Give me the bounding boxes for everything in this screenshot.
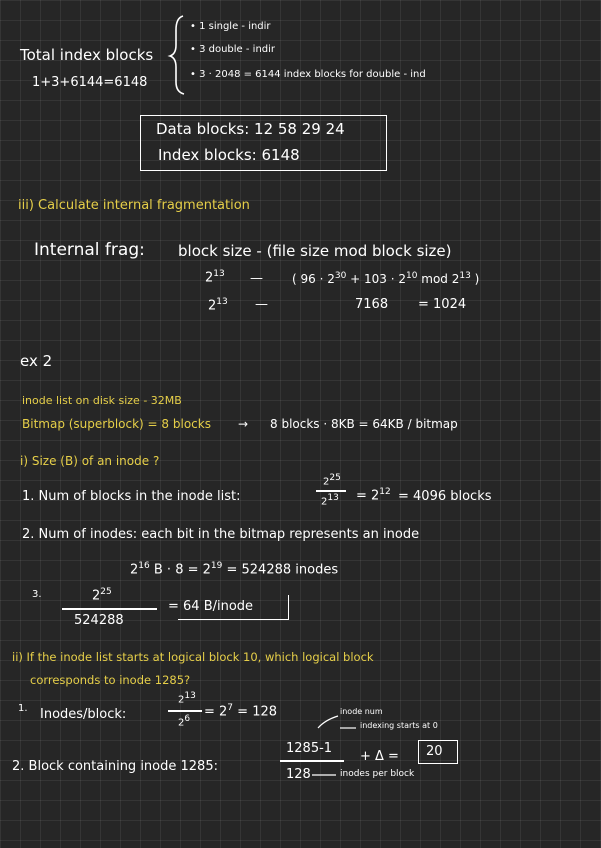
answer1-text: Inodes/block: [40, 707, 127, 722]
brace-item-double: • 3 double - indir [190, 44, 276, 55]
answer1-result: = $2^7 = 128$ [204, 703, 278, 720]
step3-fraction-den: 524288 [74, 613, 124, 628]
total-index-blocks-calc: 1+3+6144=6148 [32, 75, 148, 90]
answer2-fraction-num: 1285-1 [286, 741, 333, 756]
index-blocks-text: Index blocks: 6148 [158, 146, 300, 164]
step1-fraction-bar [316, 490, 346, 492]
answer1-fraction-den: $2^6$ [178, 714, 191, 729]
step1-result: = 4096 blocks [398, 489, 492, 504]
step3-fraction-num: $2^{25}$ [92, 587, 112, 604]
row2-mod-value: 7168 [355, 297, 389, 312]
row2-dash: — [255, 297, 268, 312]
row2-result: = 1024 [418, 297, 467, 312]
step1-text: 1. Num of blocks in the inode list: [22, 489, 241, 504]
step1-fraction-den: $2^{13}$ [321, 493, 339, 508]
inode-list-size: inode list on disk size - 32MB [22, 394, 182, 407]
step2-text: 2. Num of inodes: each bit in the bitmap represents an inode [22, 527, 420, 542]
row1-expr: ( $96 \cdot 2^{30} + 103 \cdot 2^{10}$ mod $2^{13}$ ) [292, 271, 480, 286]
answer2-plus-delta: + Δ = [360, 749, 399, 764]
note-indexing: indexing starts at 0 [360, 721, 438, 730]
answer1-fraction-num: $2^{13}$ [178, 691, 196, 706]
bitmap-arrow: → [238, 417, 249, 431]
row1-dash: — [250, 271, 263, 286]
question1: i) Size (B) of an inode ? [20, 454, 160, 468]
answer1-fraction-bar [168, 710, 202, 712]
part3-heading: iii) Calculate internal fragmentation [18, 198, 250, 213]
row2-block-size: $2^{13}$ [208, 297, 228, 314]
step3-fraction-bar [62, 608, 157, 610]
internal-frag-label: Internal frag: [34, 240, 145, 260]
step1-fraction-num: $2^{25}$ [323, 473, 341, 488]
ex2-title: ex 2 [20, 352, 53, 370]
brace-item-calc: • 3 · 2048 = 6144 index blocks for double - ind [190, 69, 426, 80]
step3-label: 3. [32, 589, 42, 600]
step2-calc: $2^{16}$ $B \cdot 8 = 2^{19} = 524288$ inodes [130, 561, 339, 578]
note-inodes-per-block: inodes per block [340, 769, 415, 779]
data-blocks-text: Data blocks: 12 58 29 24 [156, 120, 345, 138]
question2-line2: corresponds to inode 1285? [30, 673, 191, 687]
answer2-fraction-bar [280, 760, 344, 762]
internal-frag-formula: block size - (file size mod block size) [178, 242, 452, 260]
step1-eq: = $2^{12}$ [356, 487, 391, 504]
step3-result: = 64 B/inode [168, 599, 254, 614]
answer1-label: 1. [18, 703, 28, 714]
answer2-text: 2. Block containing inode 1285: [12, 759, 218, 774]
question2-line1: ii) If the inode list starts at logical block 10, which logical block [12, 650, 374, 664]
internal-frag-underline [34, 260, 140, 262]
brace-item-single: • 1 single - indir [190, 21, 271, 32]
row1-block-size: $2^{13}$ [205, 269, 225, 286]
answer2-result: 20 [426, 744, 443, 759]
curly-brace [170, 16, 184, 94]
bitmap-line-right: 8 blocks · 8KB = 64KB / bitmap [270, 417, 458, 431]
answer2-fraction-den: 128 [286, 767, 311, 782]
total-index-blocks-label: Total index blocks [20, 46, 154, 64]
inode-num-arrow [318, 716, 338, 728]
note-inode-num: inode num [340, 707, 383, 716]
bitmap-line-left: Bitmap (superblock) = 8 blocks [22, 417, 211, 431]
